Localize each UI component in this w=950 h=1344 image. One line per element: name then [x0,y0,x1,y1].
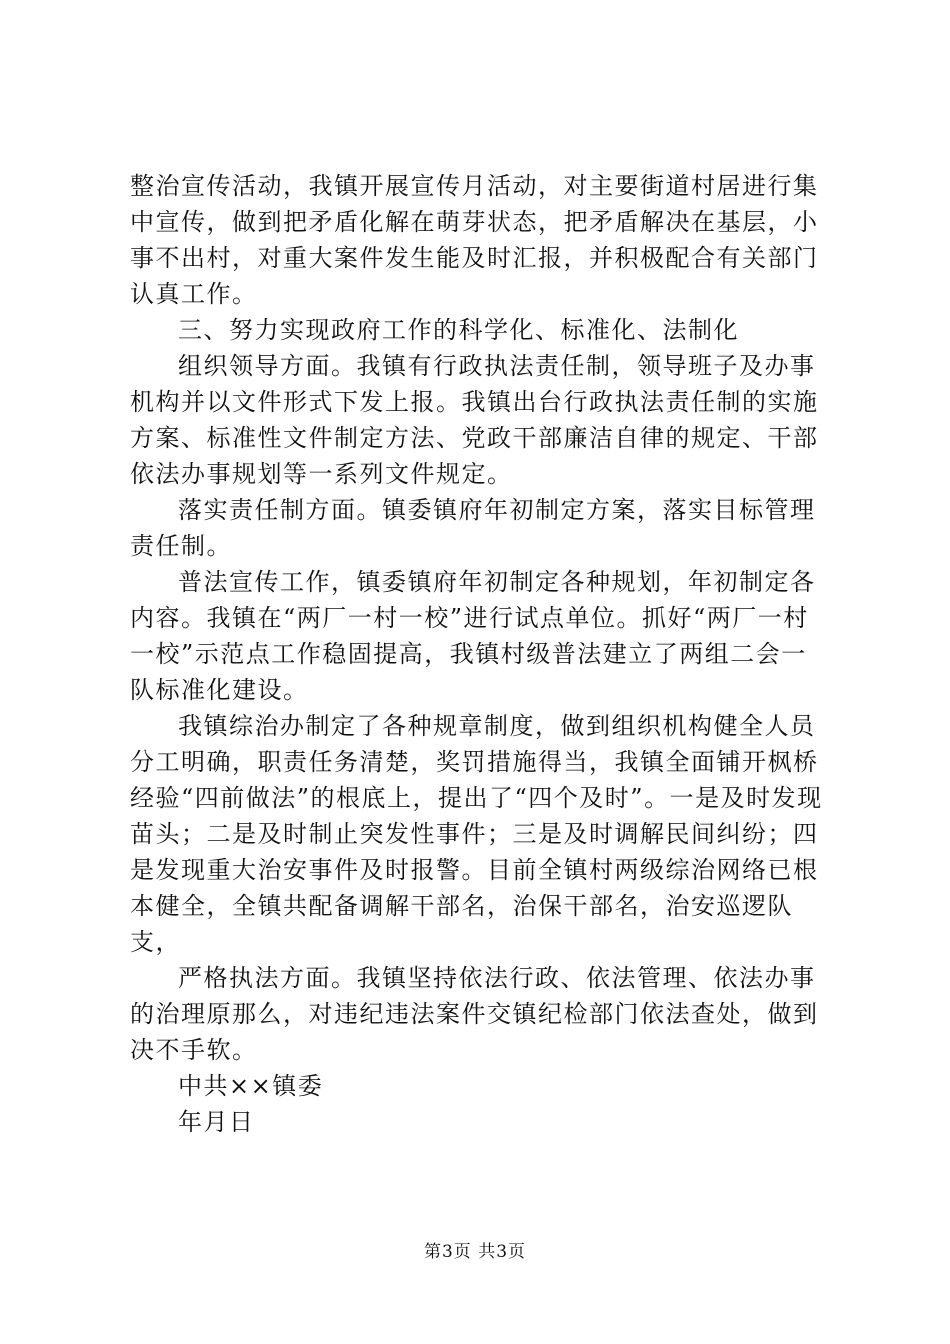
paragraph-organization-leadership: 组织领导方面。我镇有行政执法责任制，领导班子及办事机构并以文件形式下发上报。我镇出台行政执法责任制的实施方案、标准性文件制定方法、党政干部廉洁自律的规定、干部依法办事规划等一系列文件规定。 [130,352,819,488]
paragraph-strict-enforcement: 严格执法方面。我镇坚持依法行政、依法管理、依法办事的治理原那么，对违纪违法案件交镇纪检部门依法查处，做到决不手软。 [130,964,819,1064]
signature-line: 中共××镇委 [178,1072,324,1100]
page-footer: 第3页 共3页 [423,1242,527,1262]
paragraph-continuation: 整治宣传活动，我镇开展宣传月活动，对主要街道村居进行集中宣传，做到把矛盾化解在萌芽状态，把矛盾解决在基层，小事不出村，对重大案件发生能及时汇报，并积极配合有关部门认真工作。 [130,172,819,308]
date-line: 年月日 [178,1108,255,1136]
paragraph-legal-publicity: 普法宣传工作，镇委镇府年初制定各种规划，年初制定各内容。我镇在“两厂一村一校”进行试点单位。抓好“两厂一村一校”示范点工作稳固提高，我镇村级普法建立了两组二会一队标准化建设。 [130,568,816,704]
paragraph-responsibility-system: 落实责任制方面。镇委镇府年初制定方案，落实目标管理责任制。 [130,496,816,560]
section-heading: 三、努力实现政府工作的科学化、标准化、法制化 [178,316,739,344]
document-body [130,168,826,1140]
paragraph-comprehensive-governance: 我镇综治办制定了各种规章制度，做到组织机构健全人员分工明确，职责任务清楚，奖罚措施得当，我镇全面铺开枫桥经验“四前做法”的根底上，提出了“四个及时”。一是及时发现苗头；二是及时制止突发性事件；三是及时调解民间纠纷；四是发现重大治安事件及时报警。目前全镇村两级综治网络已根本健全，全镇共配备调解干部名，治保干部名，治安巡逻队支， [130,712,823,956]
